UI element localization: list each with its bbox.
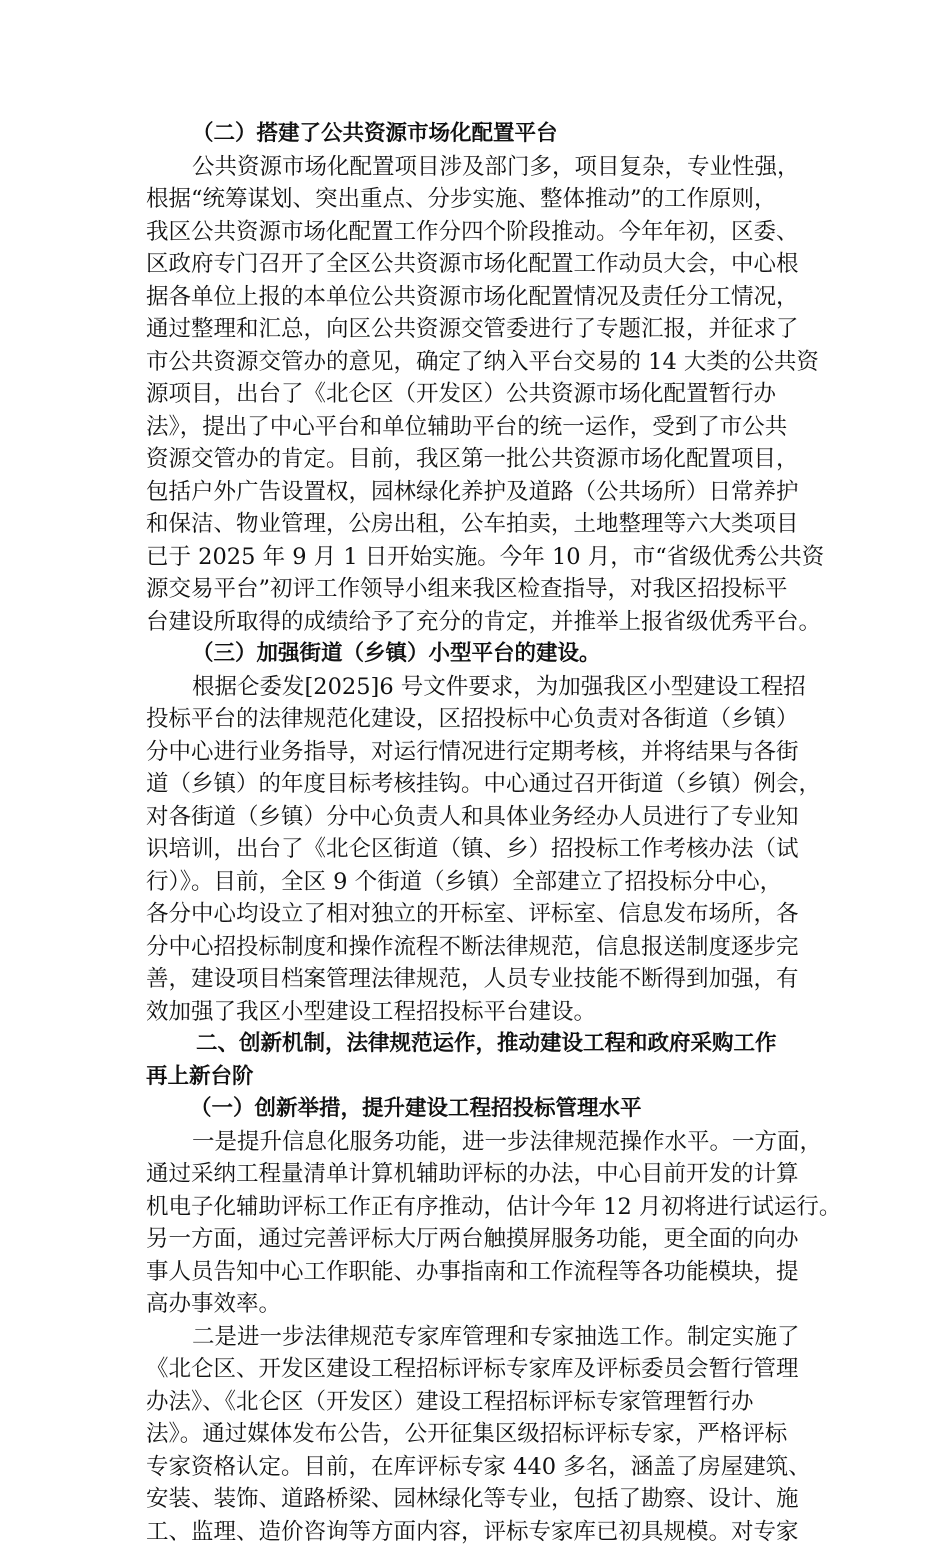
paragraph-line: 源交易平台”初评工作领导小组来我区检查指导，对我区招投标平 — [146, 573, 846, 606]
paragraph-line: 根据“统筹谋划、突出重点、分步实施、整体推动”的工作原则， — [146, 183, 846, 216]
paragraph-line: 工、监理、造价咨询等方面内容，评标专家库已初具规模。对专家 — [146, 1516, 846, 1548]
paragraph-line: 识培训，出台了《北仑区街道（镇、乡）招投标工作考核办法（试 — [146, 833, 846, 866]
paragraph-line: 源项目，出台了《北仑区（开发区）公共资源市场化配置暂行办 — [146, 378, 846, 411]
paragraph-line: 分中心进行业务指导，对运行情况进行定期考核，并将结果与各街 — [146, 736, 846, 769]
paragraph-line: 《北仑区、开发区建设工程招标评标专家库及评标委员会暂行管理 — [146, 1353, 846, 1386]
paragraph-line: 通过整理和汇总，向区公共资源交管委进行了专题汇报，并征求了 — [146, 313, 846, 346]
paragraph-line: 二是进一步法律规范专家库管理和专家抽选工作。制定实施了 — [146, 1321, 846, 1354]
paragraph-line: 市公共资源交管办的意见，确定了纳入平台交易的 14 大类的公共资 — [146, 346, 846, 379]
paragraph-line: 已于 2025 年 9 月 1 日开始实施。今年 10 月，市“省级优秀公共资 — [146, 541, 846, 574]
paragraph-line: 事人员告知中心工作职能、办事指南和工作流程等各功能模块，提 — [146, 1256, 846, 1289]
paragraph-line: 一是提升信息化服务功能，进一步法律规范操作水平。一方面， — [146, 1126, 846, 1159]
paragraph-line: 包括户外广告设置权，园林绿化养护及道路（公共场所）日常养护 — [146, 476, 846, 509]
paragraph-line: 和保洁、物业管理，公房出租，公车拍卖，土地整理等六大类项目 — [146, 508, 846, 541]
paragraph-line: 根据仑委发[2025]6 号文件要求，为加强我区小型建设工程招 — [146, 671, 846, 704]
paragraph-line: 高办事效率。 — [146, 1288, 846, 1321]
paragraph-line: 通过采纳工程量清单计算机辅助评标的办法，中心目前开发的计算 — [146, 1158, 846, 1191]
paragraph-line: 法》。通过媒体发布公告，公开征集区级招标评标专家，严格评标 — [146, 1418, 846, 1451]
section-heading-line: （三）加强街道（乡镇）小型平台的建设。 — [146, 638, 846, 671]
document-body — [146, 118, 846, 1548]
paragraph-line: 道（乡镇）的年度目标考核挂钩。中心通过召开街道（乡镇）例会， — [146, 768, 846, 801]
paragraph-line: 投标平台的法律规范化建设，区招投标中心负责对各街道（乡镇） — [146, 703, 846, 736]
paragraph-line: 对各街道（乡镇）分中心负责人和具体业务经办人员进行了专业知 — [146, 801, 846, 834]
section-heading-line: 再上新台阶 — [146, 1061, 846, 1094]
paragraph-line: 资源交管办的肯定。目前，我区第一批公共资源市场化配置项目， — [146, 443, 846, 476]
paragraph-line: 另一方面，通过完善评标大厅两台触摸屏服务功能，更全面的向办 — [146, 1223, 846, 1256]
paragraph-line: 效加强了我区小型建设工程招投标平台建设。 — [146, 996, 846, 1029]
paragraph-line: 法》，提出了中心平台和单位辅助平台的统一运作，受到了市公共 — [146, 411, 846, 444]
paragraph-line: 区政府专门召开了全区公共资源市场化配置工作动员大会，中心根 — [146, 248, 846, 281]
paragraph-line: 办法》、《北仑区（开发区）建设工程招标评标专家管理暂行办 — [146, 1386, 846, 1419]
paragraph-line: 分中心招投标制度和操作流程不断法律规范，信息报送制度逐步完 — [146, 931, 846, 964]
paragraph-line: 专家资格认定。目前，在库评标专家 440 多名，涵盖了房屋建筑、 — [146, 1451, 846, 1484]
paragraph-line: 各分中心均设立了相对独立的开标室、评标室、信息发布场所，各 — [146, 898, 846, 931]
section-heading-line: 二、创新机制，法律规范运作，推动建设工程和政府采购工作 — [146, 1028, 846, 1061]
paragraph-line: 机电子化辅助评标工作正有序推动，估计今年 12 月初将进行试运行。 — [146, 1191, 846, 1224]
section-heading-line: （一）创新举措，提升建设工程招投标管理水平 — [146, 1093, 846, 1126]
paragraph-line: 安装、装饰、道路桥梁、园林绿化等专业，包括了勘察、设计、施 — [146, 1483, 846, 1516]
paragraph-line: 行）》。目前，全区 9 个街道（乡镇）全部建立了招投标分中心， — [146, 866, 846, 899]
paragraph-line: 我区公共资源市场化配置工作分四个阶段推动。今年年初，区委、 — [146, 216, 846, 249]
paragraph-line: 据各单位上报的本单位公共资源市场化配置情况及责任分工情况， — [146, 281, 846, 314]
paragraph-line: 善，建设项目档案管理法律规范，人员专业技能不断得到加强，有 — [146, 963, 846, 996]
section-heading-line: （二）搭建了公共资源市场化配置平台 — [146, 118, 846, 151]
paragraph-line: 公共资源市场化配置项目涉及部门多，项目复杂，专业性强， — [146, 151, 846, 184]
paragraph-line: 台建设所取得的成绩给予了充分的肯定，并推举上报省级优秀平台。 — [146, 606, 846, 639]
